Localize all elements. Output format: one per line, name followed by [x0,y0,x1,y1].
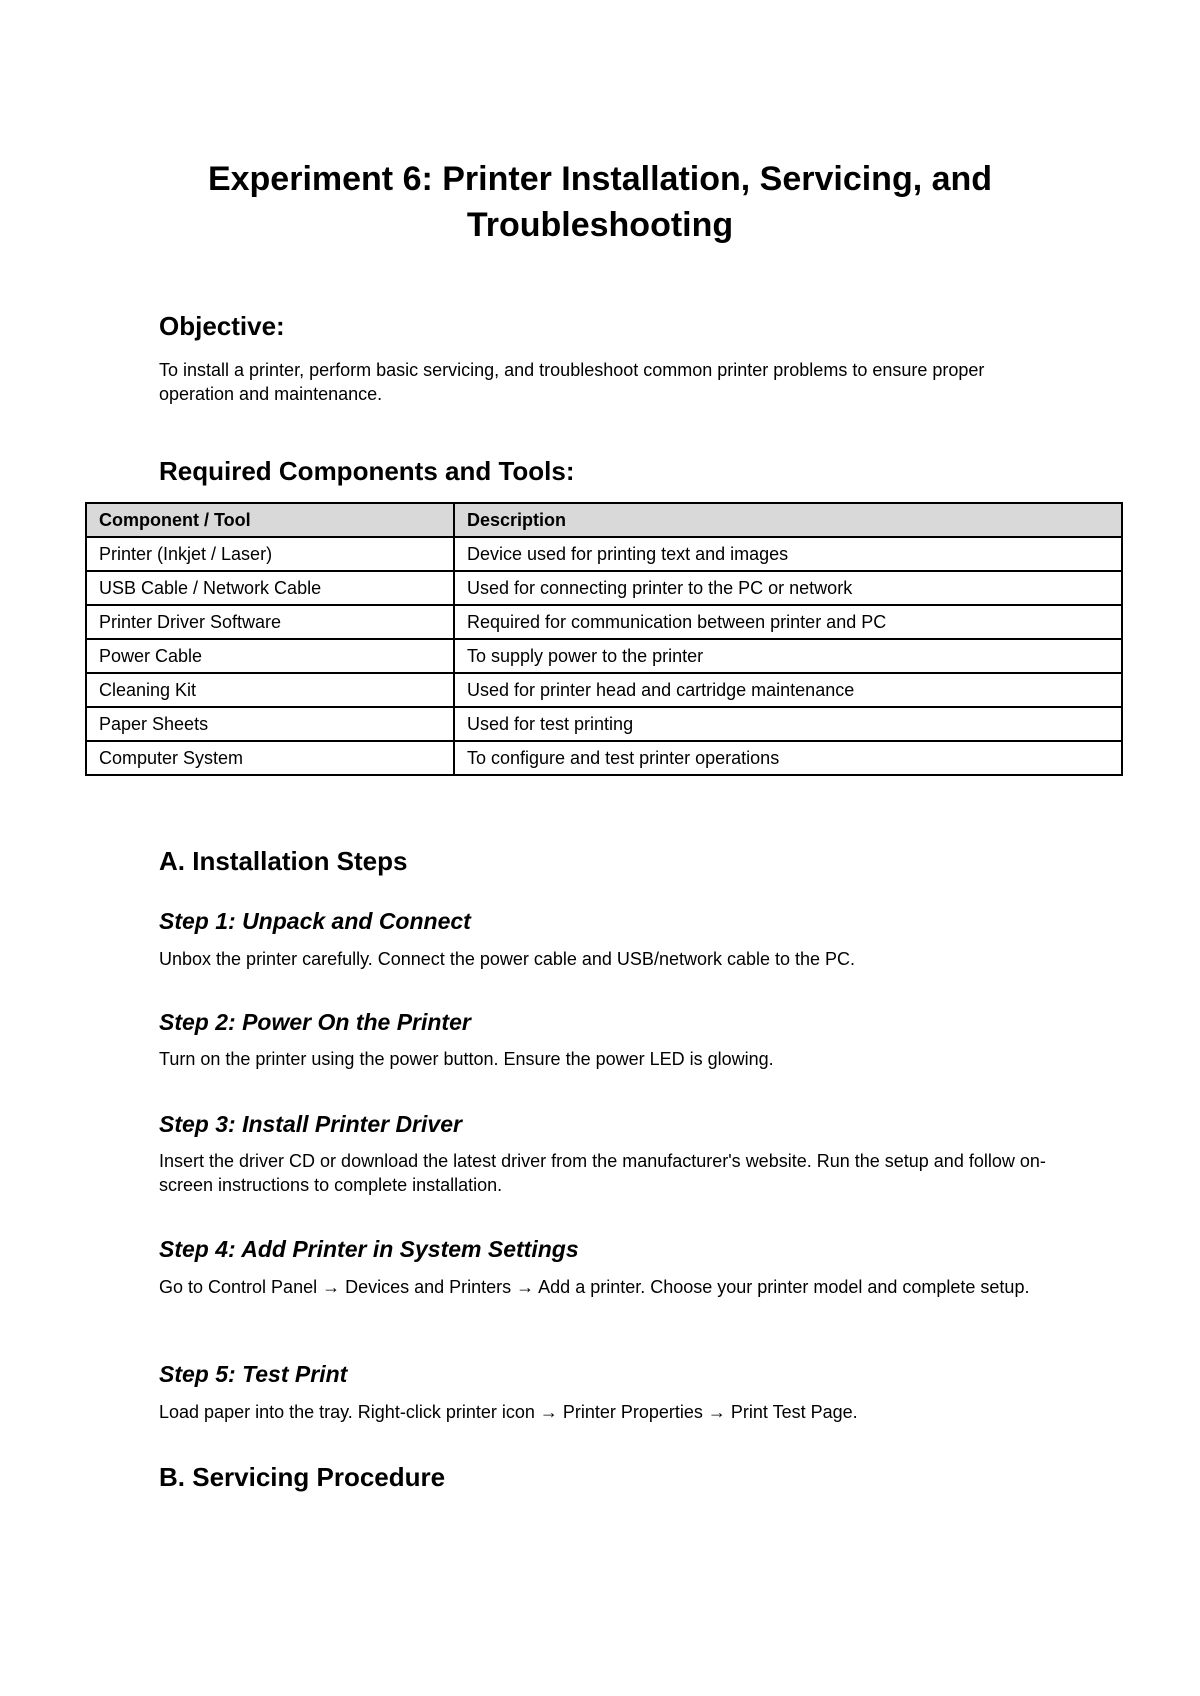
servicing-heading: B. Servicing Procedure [159,1462,446,1492]
description-cell: To supply power to the printer [454,639,1122,673]
description-cell: Used for test printing [454,707,1122,741]
step-5-title: Step 5: Test Print [159,1361,348,1387]
table-row [86,571,1122,605]
column-header-description: Description [454,503,1122,537]
table-row [86,707,1122,741]
description-cell: Used for connecting printer to the PC or network [454,571,1122,605]
description-cell: To configure and test printer operations [454,741,1122,775]
step-4-text: Go to Control Panel → Devices and Printers → Add a printer. Choose your printer model and complete setup. [159,1277,1030,1297]
step-2-text: Turn on the printer using the power button. Ensure the power LED is glowing. [159,1049,774,1069]
table-row [86,605,1122,639]
component-cell: Cleaning Kit [86,673,454,707]
table-row [86,639,1122,673]
step-3-title: Step 3: Install Printer Driver [159,1111,462,1137]
step-4-title: Step 4: Add Printer in System Settings [159,1236,579,1262]
table-header-row [86,503,1122,537]
table-row [86,741,1122,775]
step-3-text: Insert the driver CD or download the latest driver from the manufacturer's website. Run the setup and follow on-screen instructions to complete installation. [159,1151,1046,1195]
installation-heading: A. Installation Steps [159,846,408,876]
component-cell: Paper Sheets [86,707,454,741]
component-cell: Printer (Inkjet / Laser) [86,537,454,571]
table-row [86,537,1122,571]
description-cell: Required for communication between printer and PC [454,605,1122,639]
component-cell: Printer Driver Software [86,605,454,639]
step-1-title: Step 1: Unpack and Connect [159,908,471,934]
component-cell: Computer System [86,741,454,775]
step-5-text: Load paper into the tray. Right-click printer icon → Printer Properties → Print Test Page. [159,1402,858,1422]
document-title: Experiment 6: Printer Installation, Servicing, and Troubleshooting [207,160,993,244]
objective-text: To install a printer, perform basic servicing, and troubleshoot common printer problems to ensure proper operation and maintenance. [159,360,985,404]
table-row [86,673,1122,707]
components-heading: Required Components and Tools: [159,456,575,486]
step-2-title: Step 2: Power On the Printer [159,1009,471,1035]
objective-heading: Objective: [159,311,285,341]
description-cell: Used for printer head and cartridge maintenance [454,673,1122,707]
column-header-component: Component / Tool [86,503,454,537]
description-cell: Device used for printing text and images [454,537,1122,571]
components-table [85,502,1123,776]
component-cell: USB Cable / Network Cable [86,571,454,605]
step-1-text: Unbox the printer carefully. Connect the power cable and USB/network cable to the PC. [159,949,856,969]
component-cell: Power Cable [86,639,454,673]
